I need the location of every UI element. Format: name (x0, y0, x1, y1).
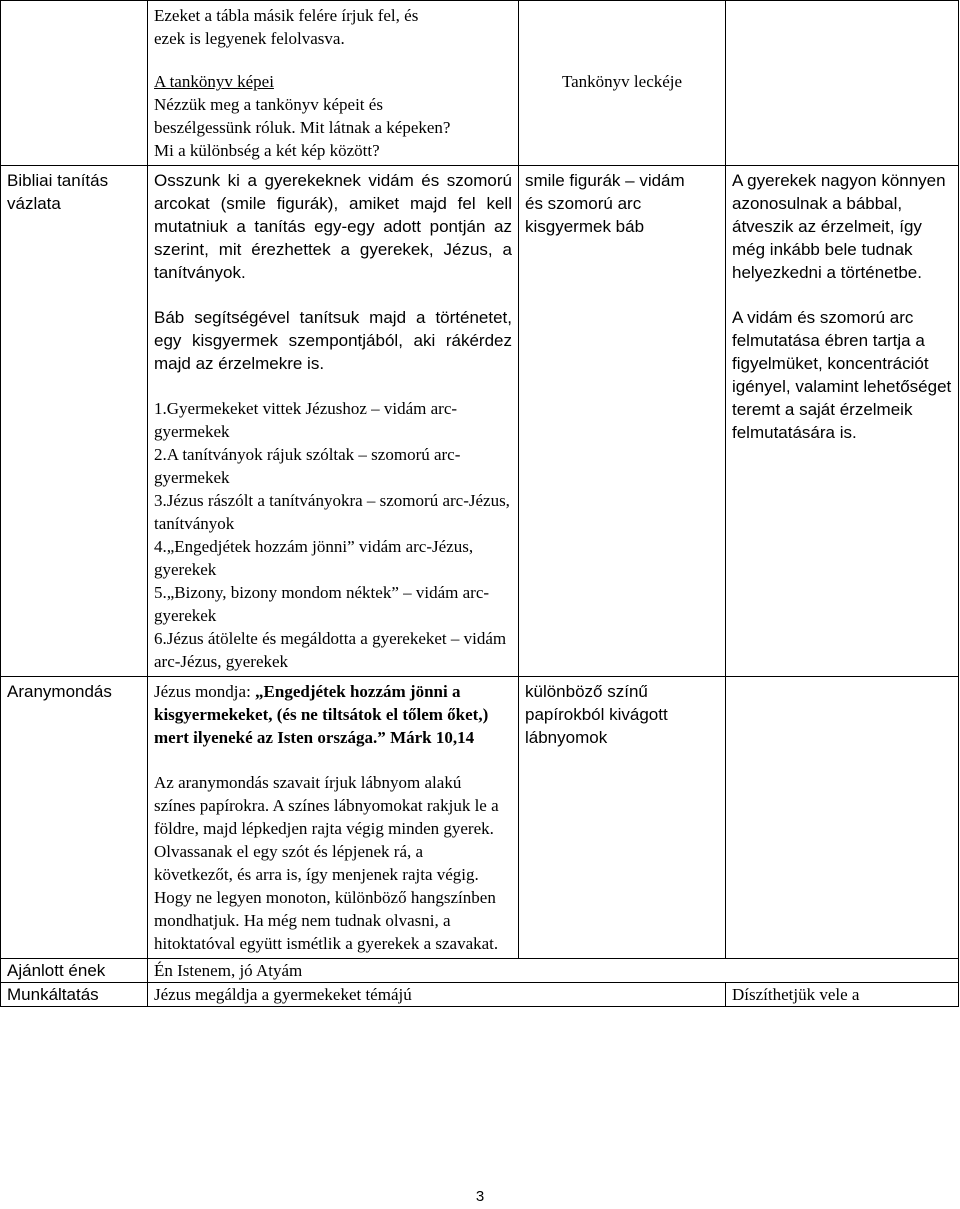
cell-intro-tools (519, 1, 726, 166)
cell-golden-label (1, 677, 148, 959)
cell-intro-label (1, 1, 148, 166)
golden-tools: különböző színű papírokból kivágott lábnyomok (525, 682, 668, 747)
cell-worksheet-label (1, 983, 148, 1007)
cell-song-text (148, 959, 959, 983)
outline-para-2: Báb segítségével tanítsuk majd a történetet, egy kisgyermek szempontjából, aki rákérdez majd az érzelmekre is. (154, 308, 512, 373)
step-5: 5.„Bizony, bizony mondom néktek” – vidám arc-gyerekek (154, 583, 490, 625)
tools-textbook: Tankönyv leckéje (561, 72, 683, 91)
step-6: 6.Jézus átölelte és megáldotta a gyerekeket – vidám arc-Jézus, gyerekek (154, 629, 507, 671)
golden-quote: „Engedjétek hozzám jönni a kisgyermekeket, (és ne tiltsátok el tőlem őket,) mert ilyeneké az Isten országa.” (154, 682, 489, 747)
step-2: 2.A tanítványok rájuk szóltak – szomorú arc-gyermekek (154, 445, 461, 487)
golden-method: Az aranymondás szavait írjuk lábnyom alakú színes papírokra. A színes lábnyomokat rakjuk le a földre, majd lépkedjen rajta végig minden gyerek. Olvassanak el egy szót és lépjenek rá, a következőt, és arra is, így menjenek rajta végig. Hogy ne legyen monoton, különböző hangszínben mondhatjuk. Ha még nem tudnak olvasni, a hitoktatóval együtt ismétlik a gyerekek a szavakat. (154, 773, 499, 953)
song-text: Én Istenem, jó Atyám (154, 961, 303, 980)
step-4: 4.„Engedjétek hozzám jönni” vidám arc-Jézus, gyerekek (154, 537, 474, 579)
golden-verse (154, 680, 504, 749)
cell-outline-label (1, 166, 148, 677)
cell-outline-notes (726, 166, 959, 677)
cell-outline-method (148, 166, 519, 677)
step-1: 1.Gyermekeket vittek Jézushoz – vidám arc-gyermekek (154, 399, 458, 441)
tools-smile-2: és szomorú arc (525, 194, 642, 213)
cell-outline-tools (519, 166, 726, 677)
golden-label: Aranymondás (7, 682, 112, 701)
golden-prefix: Jézus mondja: (154, 682, 256, 701)
cell-golden-method (148, 677, 519, 959)
worksheet-label: Munkáltatás (7, 985, 99, 1004)
row-outline (1, 166, 959, 677)
tools-smile-1: smile figurák – vidám (525, 171, 685, 190)
row-golden (1, 677, 959, 959)
cell-golden-tools (519, 677, 726, 959)
method-line-1: Ezeket a tábla másik felére írjuk fel, és (154, 6, 419, 25)
outline-label: Bibliai tanítás vázlata (7, 171, 109, 213)
cell-song-label (1, 959, 148, 983)
row-intro (1, 1, 959, 166)
cell-golden-notes (726, 677, 959, 959)
step-3: 3.Jézus rászólt a tanítványokra – szomorú arc-Jézus, tanítványok (154, 491, 510, 533)
row-worksheet (1, 983, 959, 1007)
pictures-title: A tankönyv képei (154, 72, 274, 91)
method-line-2: ezek is legyenek felolvasva. (154, 29, 345, 48)
page-number: 3 (475, 1188, 485, 1205)
worksheet-notes: Díszíthetjük vele a (732, 985, 860, 1004)
golden-ref: Márk 10,14 (385, 728, 475, 747)
notes-puppet: A gyerekek nagyon könnyen azonosulnak a bábbal, átveszik az érzelmeit, így még inkább bele tudnak helyezkedni a történetbe. (732, 171, 946, 282)
song-label: Ajánlott ének (7, 961, 106, 980)
row-song (1, 959, 959, 983)
cell-intro-notes (726, 1, 959, 166)
outline-para-1: Osszunk ki a gyerekeknek vidám és szomorú arcokat (smile figurák), amiket majd fel kell mutatniuk a tanítás egy-egy adott pontján az szerint, mit érezhettek a gyerekek, Jézus, a tanítványok. (154, 171, 512, 282)
cell-worksheet-text (148, 983, 726, 1007)
worksheet-text: Jézus megáldja a gyermekeket témájú (154, 985, 412, 1004)
notes-faces: A vidám és szomorú arc felmutatása ébren tartja a figyelmüket, koncentrációt igényel, valamint lehetőséget teremt a saját érzelmeik felmutatására is. (732, 308, 952, 442)
tools-puppet: kisgyermek báb (525, 217, 645, 236)
cell-worksheet-notes (726, 983, 959, 1007)
pictures-text: Nézzük meg a tankönyv képeit és beszélgessünk róluk. Mit látnak a képeken? Mi a különbség a két kép között? (154, 95, 451, 160)
cell-intro-method (148, 1, 519, 166)
